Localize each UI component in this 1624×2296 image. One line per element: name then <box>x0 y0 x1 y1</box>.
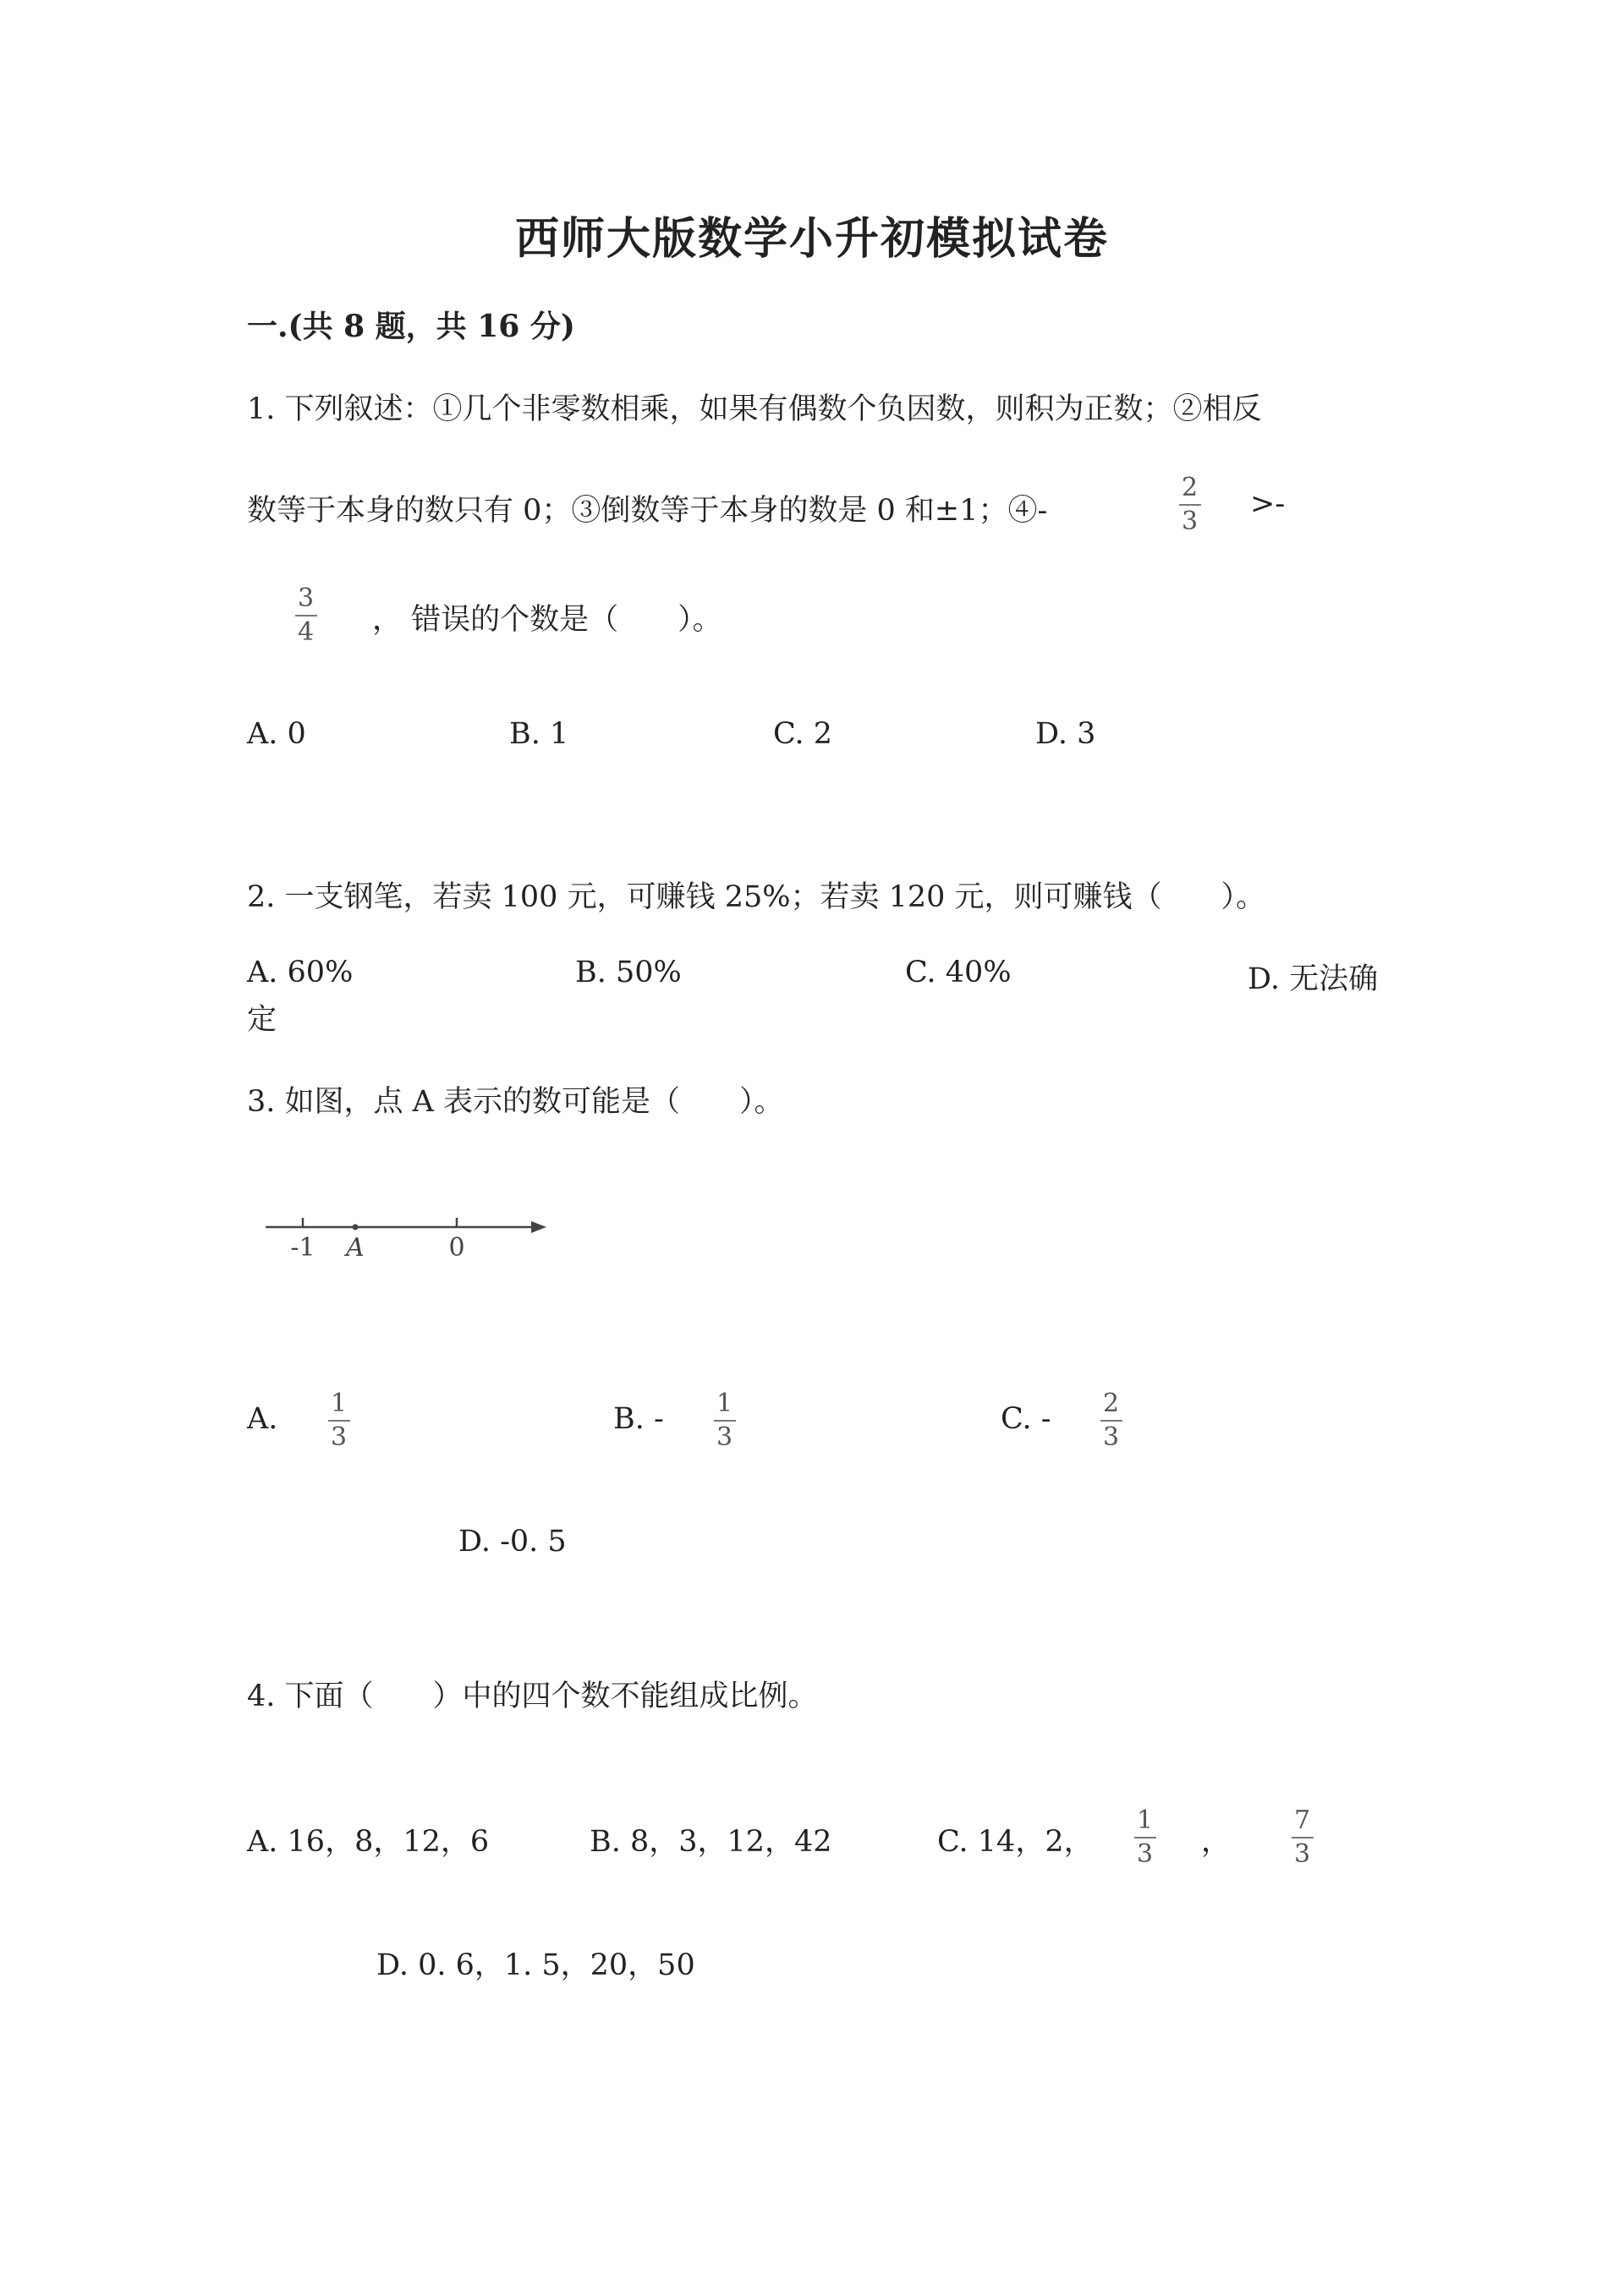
q1-option-a[interactable]: A. 0 <box>247 717 306 751</box>
fraction-denominator: 3 <box>716 1422 733 1452</box>
q4-option-c-fraction-2 <box>1291 1808 1314 1867</box>
q2-option-d-wrap: 定 <box>247 1003 277 1037</box>
q3-option-b-fraction <box>713 1391 736 1450</box>
q4-option-c-comma: ， <box>1201 1825 1232 1859</box>
q1-line-1: 1. 下列叙述：①几个非零数相乘，如果有偶数个负因数，则积为正数；②相反 <box>247 392 1262 426</box>
q1-option-b[interactable]: B. 1 <box>509 717 569 751</box>
q2-option-a[interactable]: A. 60% <box>247 956 354 989</box>
fraction-bar <box>714 1420 736 1422</box>
page-title: 西师大版数学小升初模拟试卷 <box>514 213 1109 265</box>
fraction-numerator: 7 <box>1294 1806 1311 1835</box>
q3-option-c-fraction <box>1100 1391 1122 1450</box>
q2-option-c[interactable]: C. 40% <box>905 956 1012 989</box>
q4-option-c[interactable]: C. 14，2， <box>937 1825 1094 1859</box>
q2-option-b[interactable]: B. 50% <box>575 956 682 989</box>
fraction-numerator: 1 <box>716 1389 733 1418</box>
q3-option-c[interactable]: C. - <box>1001 1402 1051 1436</box>
fraction-bar <box>1134 1837 1156 1838</box>
q4-option-b[interactable]: B. 8，3，12，42 <box>590 1825 832 1859</box>
q1-fraction-2-3 <box>1178 475 1201 534</box>
q3-option-d[interactable]: D. -0. 5 <box>458 1525 567 1559</box>
q3-option-a[interactable]: A. <box>247 1402 278 1436</box>
fraction-denominator: 3 <box>1182 507 1199 536</box>
q2-option-d[interactable]: D. 无法确 <box>1248 962 1379 996</box>
q4-option-c-fraction-1 <box>1133 1808 1156 1867</box>
q1-line-3: ， 错误的个数是（ ）。 <box>372 603 722 637</box>
fraction-denominator: 3 <box>1103 1422 1120 1452</box>
fraction-numerator: 3 <box>298 584 315 613</box>
fraction-bar <box>328 1420 350 1422</box>
fraction-numerator: 1 <box>331 1389 348 1418</box>
point-a-marker <box>353 1225 359 1230</box>
label-a: A <box>346 1233 365 1263</box>
fraction-denominator: 3 <box>1294 1839 1311 1869</box>
q1-greater-than: >- <box>1250 487 1286 521</box>
q1-fraction-3-4 <box>294 586 317 645</box>
q3-option-a-fraction <box>327 1391 350 1450</box>
fraction-denominator: 4 <box>298 617 315 647</box>
number-line-svg <box>262 1205 558 1273</box>
fraction-bar <box>1100 1420 1122 1422</box>
section-heading: 一.(共 8 题，共 16 分) <box>247 309 575 344</box>
fraction-denominator: 3 <box>331 1422 348 1452</box>
label-0: 0 <box>448 1233 465 1263</box>
number-line-arrow <box>531 1221 546 1233</box>
number-line-figure <box>262 1205 558 1276</box>
fraction-numerator: 1 <box>1137 1806 1154 1835</box>
q4-option-a[interactable]: A. 16，8，12，6 <box>247 1825 490 1859</box>
q1-line-2: 数等于本身的数只有 0；③倒数等于本身的数是 0 和±1；④- <box>247 494 1048 528</box>
q1-option-c[interactable]: C. 2 <box>773 717 833 751</box>
q2-text: 2. 一支钢笔，若卖 100 元，可赚钱 25%；若卖 120 元，则可赚钱（ ）。 <box>247 880 1266 914</box>
fraction-numerator: 2 <box>1182 473 1199 502</box>
label-minus-1: -1 <box>290 1233 315 1263</box>
q3-option-b[interactable]: B. - <box>613 1402 664 1436</box>
q1-option-d[interactable]: D. 3 <box>1035 717 1096 751</box>
fraction-bar <box>1292 1837 1314 1838</box>
fraction-bar <box>295 615 317 616</box>
q4-option-d[interactable]: D. 0. 6，1. 5，20，50 <box>376 1948 695 1982</box>
q4-text: 4. 下面（ ）中的四个数不能组成比例。 <box>247 1680 818 1713</box>
q3-text: 3. 如图，点 A 表示的数可能是（ ）。 <box>247 1085 784 1119</box>
fraction-bar <box>1179 504 1201 506</box>
fraction-denominator: 3 <box>1137 1839 1154 1869</box>
fraction-numerator: 2 <box>1103 1389 1120 1418</box>
